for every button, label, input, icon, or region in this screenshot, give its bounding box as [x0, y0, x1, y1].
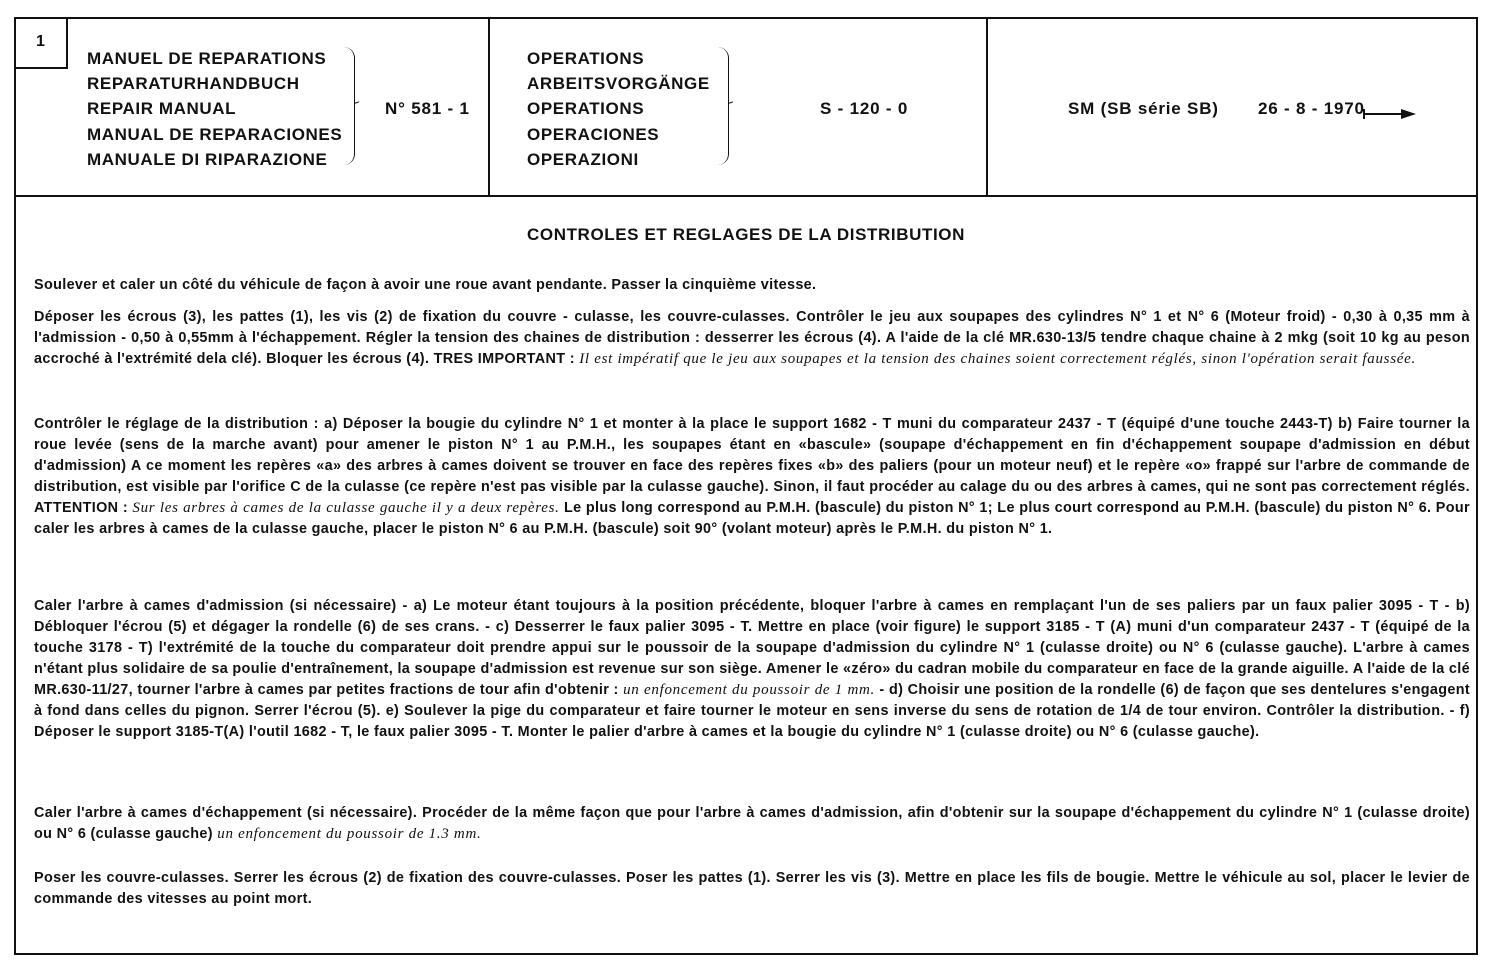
paragraph-5-note: un enfoncement du poussoir de 1.3 mm.: [217, 826, 482, 842]
paragraph-3-note: Sur les arbres à cames de la culasse gauche il y a deux repères.: [132, 500, 560, 516]
sheet-header: [16, 19, 1476, 197]
manual-title-fr: MANUEL DE REPARATIONS: [87, 49, 327, 68]
paragraph-5-text: Caler l'arbre à cames d'échappement (si nécessaire). Procéder de la même façon que pour l'arbre à cames d'admission, afin d'obtenir sur la soupape d'échappement du cylindre N° 1 (culasse droite) ou N° 6 (culasse gauche): [34, 805, 1470, 842]
operation-cell: [490, 19, 988, 195]
operation-title-es: OPERACIONES: [527, 124, 660, 144]
brace-icon: [344, 47, 355, 165]
vehicle-model: SM (SB série SB): [1068, 99, 1219, 118]
document-title: CONTROLES ET REGLAGES DE LA DISTRIBUTION: [527, 225, 965, 244]
paragraph-3-text-end: Le plus long correspond au P.M.H. (bascule) du piston N° 1; Le plus court correspond au P.M.H. (bascule) du piston N° 6. Pour caler les arbres à cames de la culasse gauche, placer le piston N° 6 au P.M.H. (bascule) soit 90° (volant moteur) après le P.M.H. du piston N° 1.: [34, 500, 1470, 537]
paragraph-4: [34, 596, 1470, 743]
manual-title-en: REPAIR MANUAL: [87, 99, 237, 119]
model-cell: [988, 19, 1478, 195]
manual-titles: [87, 46, 342, 172]
manual-title-it: MANUALE DI RIPARAZIONE: [87, 149, 328, 169]
paragraph-3-text: Contrôler le réglage de la distribution : a) Déposer la bougie du cylindre N° 1 et monter à la place le support 1682 - T muni du comparateur 2437 - T (équipé d'une touche 2443-T) b) Faire tourner la roue levée (sens de la marche avant) pour amener le piston N° 1 au P.M.H., les soupapes étant en «bascule» (soupape d'échappement en fin d'échappement soupape d'admission en début d'admission) A ce moment les repères «a» des arbres à cames doivent se trouver en face des repères fixes «b» des paliers (pour un moteur neuf) et le repère «o» frappé sur l'arbre de commande de distribution, est visible par l'orifice C de la culasse (ce repère n'est pas visible par la culasse gauche). Sinon, il faut procéder au calage du ou des arbres à cames, qui ne sont pas correctement réglés. ATTENTION :: [34, 416, 1470, 516]
paragraph-2: [34, 307, 1470, 370]
operation-title-en: OPERATIONS: [527, 99, 645, 119]
issue-date: 26 - 8 - 1970: [1258, 99, 1365, 118]
arrow-right-icon: [1363, 107, 1417, 121]
paragraph-1: Soulever et caler un côté du véhicule de façon à avoir une roue avant pendante. Passer la cinquième vitesse.: [34, 277, 817, 293]
paragraph-4-note: un enfoncement du poussoir de 1 mm.: [623, 682, 875, 698]
paragraph-3: [34, 414, 1470, 540]
paragraph-2-text: Déposer les écrous (3), les pattes (1), les vis (2) de fixation du couvre - culasse, les couvre-culasses. Contrôler le jeu aux soupapes des cylindres N° 1 et N° 6 (Moteur froid) - 0,30 à 0,35 mm à l'admission - 0,50 à 0,55mm à l'échappement. Régler la tension des chaines de distribution : desserrer les écrous (4). A l'aide de la clé MR.630-13/5 tendre chaque chaine à 2 mkg (soit 10 kg au peson accroché à l'extrémité dela clé). Bloquer les écrous (4). TRES IMPORTANT :: [34, 309, 1470, 367]
manual-sheet: [14, 17, 1478, 955]
paragraph-4-text: Caler l'arbre à cames d'admission (si nécessaire) - a) Le moteur étant toujours à la position précédente, bloquer l'arbre à cames en remplaçant l'un de ses paliers par un faux palier 3095 - T - b) Débloquer l'écrou (5) et dégager la rondelle (6) de ses crans. - c) Desserrer le faux palier 3095 - T. Mettre en place (voir figure) le support 3185 - T (A) muni d'un comparateur 2437 - T (équipé de la touche 3178 - T) l'extrémité de la touche du comparateur doit prendre appui sur le poussoir de la soupape d'admission du cylindre N° 1 (culasse droite) ou N° 6 (culasse gauche). L'arbre à cames n'étant plus solidaire de sa poulie d'entraînement, la soupape d'admission est revenue sur son siège. Amener le «zéro» du cadran mobile du comparateur en face de la grande aiguille. A l'aide de la clé MR.630-11/27, tourner l'arbre à cames par petites fractions de tour afin d'obtenir :: [34, 598, 1470, 698]
operation-title-de: ARBEITSVORGÄNGE: [527, 74, 710, 94]
operation-code: S - 120 - 0: [820, 99, 909, 118]
manual-title-es: MANUAL DE REPARACIONES: [87, 124, 343, 144]
operation-title-it: OPERAZIONI: [527, 149, 639, 169]
operation-titles: [527, 46, 710, 172]
manual-number: N° 581 - 1: [385, 99, 470, 118]
brace-icon: [718, 47, 729, 165]
operation-title-fr: OPERATIONS: [527, 49, 645, 68]
sheet-body: [16, 195, 1476, 955]
page-number: 1: [16, 19, 68, 69]
manual-title-cell: [16, 19, 490, 195]
paragraph-4-text-end: - d) Choisir une position de la rondelle (6) de façon que ses dentelures s'engagent à fond dans celles du pignon. Serrer l'écrou (5). e) Soulever la pige du comparateur et faire tourner le moteur en sens inverse du sens de rotation de 1/4 de tour environ. Contrôler la distribution. - f) Déposer le support 3185-T(A) l'outil 1682 - T, le faux palier 3095 - T. Monter le palier d'arbre à cames et la bougie du cylindre N° 1 (culasse droite) ou N° 6 (culasse gauche).: [34, 682, 1470, 740]
paragraph-5: [34, 803, 1470, 845]
manual-title-de: REPARATURHANDBUCH: [87, 74, 300, 94]
paragraph-6: Poser les couvre-culasses. Serrer les écrous (2) de fixation des couvre-culasses. Poser les pattes (1). Serrer les vis (3). Mettre en place les fils de bougie. Mettre le véhicule au sol, placer le levier de commande des vitesses au point mort.: [34, 870, 1470, 907]
paragraph-2-note: Il est impératif que le jeu aux soupapes et la tension des chaines soient correctement réglés, sinon l'opération serait faussée.: [579, 351, 1416, 367]
